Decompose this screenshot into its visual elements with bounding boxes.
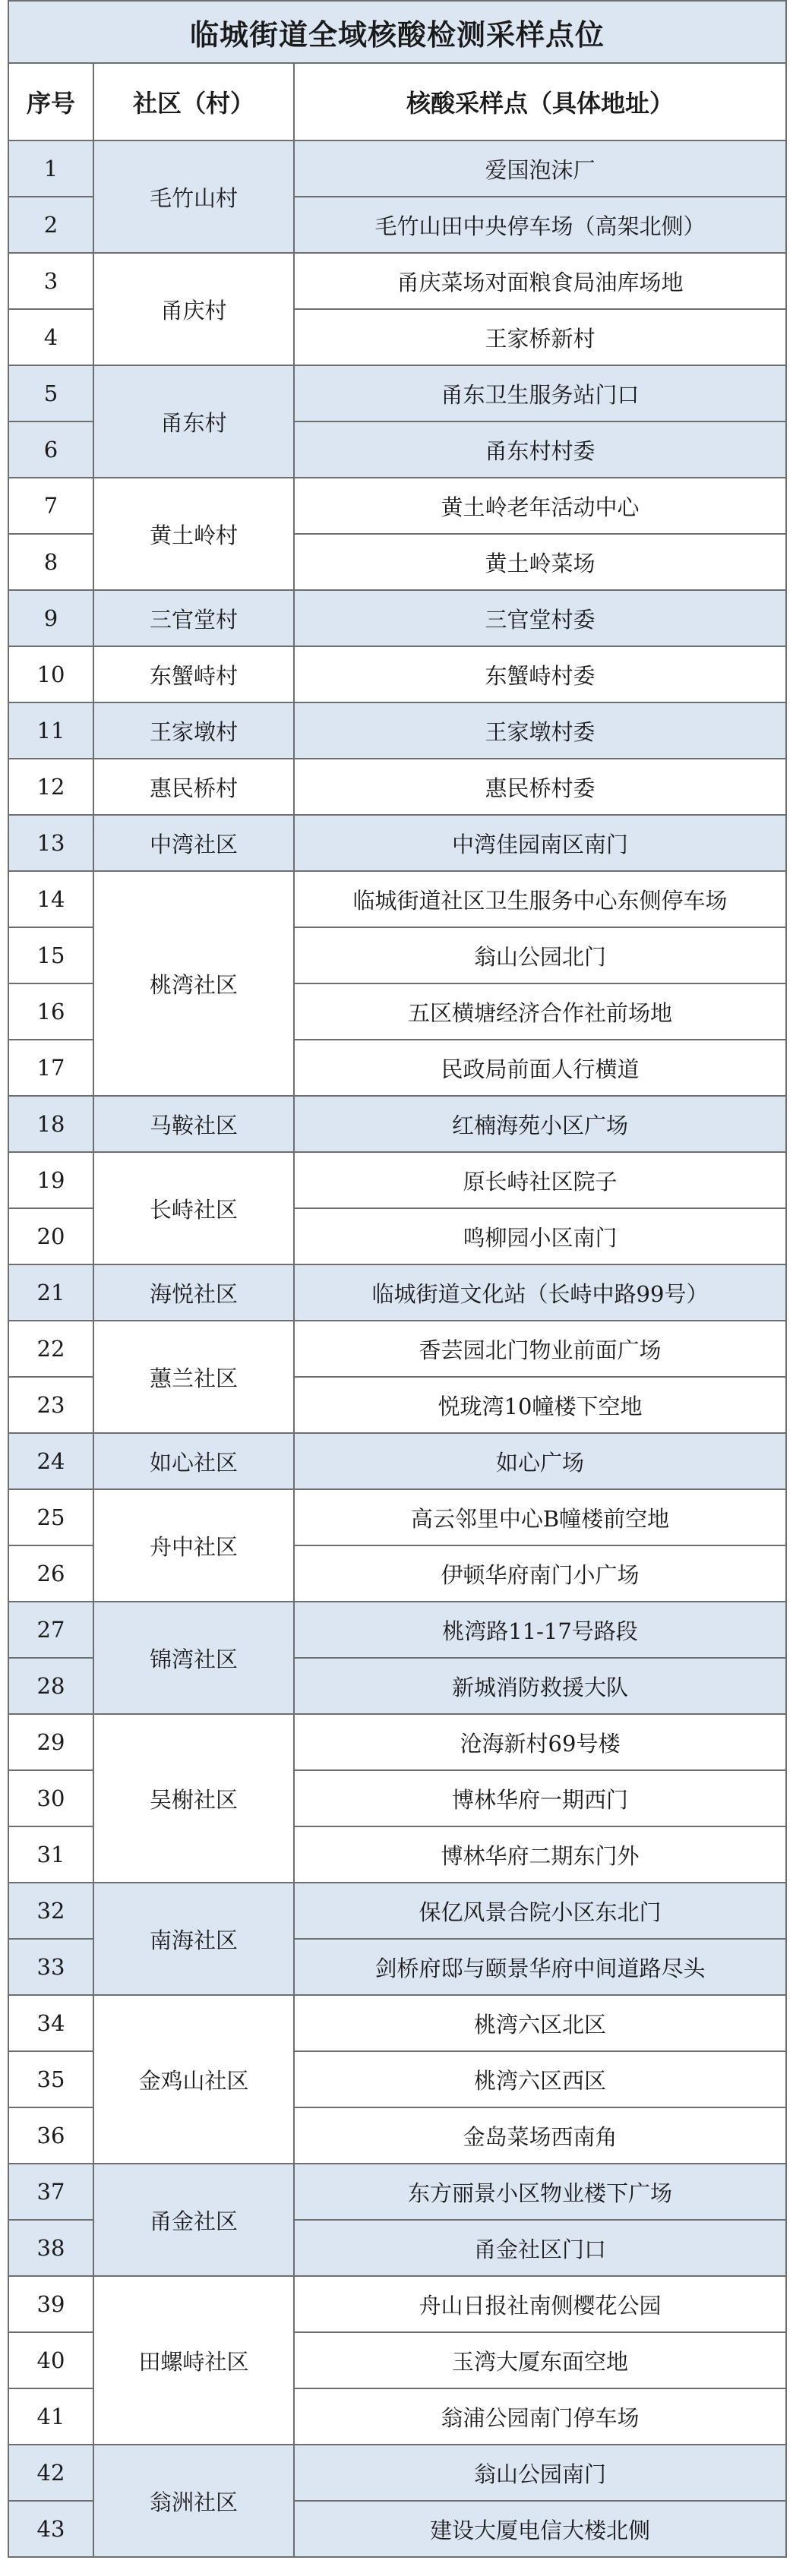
- row-number: 1: [8, 140, 93, 197]
- sampling-site-address: 建设大厦电信大楼北侧: [294, 2501, 786, 2557]
- row-number: 22: [8, 1321, 93, 1377]
- row-number: 2: [8, 197, 93, 253]
- row-number: 30: [8, 1770, 93, 1826]
- community-name: 田螺峙社区: [93, 2276, 294, 2445]
- community-name: 甬金社区: [93, 2164, 294, 2276]
- row-number: 15: [8, 927, 93, 983]
- sampling-site-address: 甬东卫生服务站门口: [294, 365, 786, 421]
- row-number: 10: [8, 646, 93, 702]
- row-number: 16: [8, 983, 93, 1040]
- community-name: 南海社区: [93, 1883, 294, 1995]
- sampling-site-address: 伊顿华府南门小广场: [294, 1545, 786, 1602]
- sampling-site-address: 桃湾六区北区: [294, 1995, 786, 2051]
- sampling-site-address: 民政局前面人行横道: [294, 1040, 786, 1096]
- row-number: 39: [8, 2276, 93, 2332]
- community-name: 毛竹山村: [93, 140, 294, 253]
- sampling-site-address: 鸣柳园小区南门: [294, 1208, 786, 1264]
- sampling-site-address: 黄土岭老年活动中心: [294, 478, 786, 534]
- row-number: 37: [8, 2164, 93, 2220]
- row-number: 9: [8, 590, 93, 646]
- community-name: 桃湾社区: [93, 871, 294, 1096]
- table-row: [8, 702, 786, 759]
- community-name: 三官堂村: [93, 590, 294, 646]
- community-name: 翁洲社区: [93, 2445, 294, 2557]
- row-number: 31: [8, 1826, 93, 1883]
- row-number: 17: [8, 1040, 93, 1096]
- table-row: [8, 1096, 786, 1152]
- sampling-site-address: 如心广场: [294, 1433, 786, 1489]
- row-number: 4: [8, 309, 93, 365]
- sampling-site-address: 黄土岭菜场: [294, 534, 786, 590]
- sampling-site-address: 剑桥府邸与颐景华府中间道路尽头: [294, 1939, 786, 1995]
- row-number: 29: [8, 1714, 93, 1770]
- sampling-site-address: 东蟹峙村委: [294, 646, 786, 702]
- community-name: 海悦社区: [93, 1264, 294, 1321]
- table-row: [8, 1995, 786, 2051]
- sampling-site-address: 甬庆菜场对面粮食局油库场地: [294, 253, 786, 309]
- page-title: 临城街道全域核酸检测采样点位: [8, 1, 786, 63]
- community-name: 黄土岭村: [93, 478, 294, 590]
- sampling-site-address: 甬东村村委: [294, 421, 786, 478]
- row-number: 40: [8, 2332, 93, 2388]
- sampling-site-address: 博林华府一期西门: [294, 1770, 786, 1826]
- sampling-site-address: 高云邻里中心B幢楼前空地: [294, 1489, 786, 1545]
- sampling-site-address: 沧海新村69号楼: [294, 1714, 786, 1770]
- sampling-site-address: 保亿风景合院小区东北门: [294, 1883, 786, 1939]
- table-row: [8, 253, 786, 309]
- community-name: 惠民桥村: [93, 759, 294, 815]
- row-number: 38: [8, 2220, 93, 2276]
- sampling-site-address: 悦珑湾10幢楼下空地: [294, 1377, 786, 1433]
- row-number: 21: [8, 1264, 93, 1321]
- sampling-site-address: 临城街道文化站（长峙中路99号）: [294, 1264, 786, 1321]
- sampling-site-address: 翁山公园北门: [294, 927, 786, 983]
- table-row: [8, 1714, 786, 1770]
- table-row: [8, 815, 786, 871]
- sampling-site-address: 三官堂村委: [294, 590, 786, 646]
- table-row: [8, 871, 786, 927]
- sampling-site-address: 五区横塘经济合作社前场地: [294, 983, 786, 1040]
- table-row: [8, 759, 786, 815]
- row-number: 32: [8, 1883, 93, 1939]
- row-number: 43: [8, 2501, 93, 2557]
- sampling-site-sheet: [8, 0, 785, 2558]
- sampling-site-address: 惠民桥村委: [294, 759, 786, 815]
- sampling-site-address: 原长峙社区院子: [294, 1152, 786, 1208]
- row-number: 26: [8, 1545, 93, 1602]
- sampling-site-address: 博林华府二期东门外: [294, 1826, 786, 1883]
- table-row: [8, 140, 786, 197]
- row-number: 28: [8, 1658, 93, 1714]
- row-number: 33: [8, 1939, 93, 1995]
- header-site: 核酸采样点（具体地址）: [294, 63, 786, 140]
- sampling-site-address: 桃湾六区西区: [294, 2051, 786, 2107]
- row-number: 6: [8, 421, 93, 478]
- table-row: [8, 1489, 786, 1545]
- table-row: [8, 1321, 786, 1377]
- sampling-site-address: 王家墩村委: [294, 702, 786, 759]
- sampling-site-address: 红楠海苑小区广场: [294, 1096, 786, 1152]
- community-name: 长峙社区: [93, 1152, 294, 1264]
- row-number: 24: [8, 1433, 93, 1489]
- row-number: 36: [8, 2107, 93, 2164]
- community-name: 东蟹峙村: [93, 646, 294, 702]
- community-name: 锦湾社区: [93, 1602, 294, 1714]
- row-number: 20: [8, 1208, 93, 1264]
- community-name: 舟中社区: [93, 1489, 294, 1602]
- sampling-site-address: 毛竹山田中央停车场（高架北侧）: [294, 197, 786, 253]
- community-name: 甬庆村: [93, 253, 294, 365]
- sampling-site-address: 舟山日报社南侧樱花公园: [294, 2276, 786, 2332]
- header-no: 序号: [8, 63, 93, 140]
- sampling-site-address: 翁浦公园南门停车场: [294, 2388, 786, 2445]
- table-row: [8, 365, 786, 421]
- sampling-site-address: 金岛菜场西南角: [294, 2107, 786, 2164]
- table-row: [8, 646, 786, 702]
- table-row: [8, 1152, 786, 1208]
- sampling-site-address: 东方丽景小区物业楼下广场: [294, 2164, 786, 2220]
- sampling-site-address: 临城街道社区卫生服务中心东侧停车场: [294, 871, 786, 927]
- sampling-site-address: 爱国泡沫厂: [294, 140, 786, 197]
- sampling-site-address: 玉湾大厦东面空地: [294, 2332, 786, 2388]
- table-row: [8, 2164, 786, 2220]
- header-community: 社区（村）: [93, 63, 294, 140]
- row-number: 27: [8, 1602, 93, 1658]
- table-row: [8, 1433, 786, 1489]
- community-name: 如心社区: [93, 1433, 294, 1489]
- row-number: 18: [8, 1096, 93, 1152]
- row-number: 11: [8, 702, 93, 759]
- table-row: [8, 2445, 786, 2501]
- table-row: [8, 2276, 786, 2332]
- row-number: 8: [8, 534, 93, 590]
- row-number: 23: [8, 1377, 93, 1433]
- community-name: 金鸡山社区: [93, 1995, 294, 2164]
- table-row: [8, 478, 786, 534]
- table-row: [8, 1264, 786, 1321]
- sampling-site-address: 翁山公园南门: [294, 2445, 786, 2501]
- community-name: 王家墩村: [93, 702, 294, 759]
- sampling-site-address: 中湾佳园南区南门: [294, 815, 786, 871]
- community-name: 吴榭社区: [93, 1714, 294, 1883]
- community-name: 蕙兰社区: [93, 1321, 294, 1433]
- row-number: 12: [8, 759, 93, 815]
- row-number: 3: [8, 253, 93, 309]
- row-number: 34: [8, 1995, 93, 2051]
- table-row: [8, 1602, 786, 1658]
- community-name: 马鞍社区: [93, 1096, 294, 1152]
- sampling-site-address: 王家桥新村: [294, 309, 786, 365]
- row-number: 41: [8, 2388, 93, 2445]
- table-row: [8, 590, 786, 646]
- sampling-site-table: [8, 0, 787, 2558]
- community-name: 甬东村: [93, 365, 294, 478]
- sampling-site-address: 香芸园北门物业前面广场: [294, 1321, 786, 1377]
- row-number: 42: [8, 2445, 93, 2501]
- sampling-site-address: 新城消防救援大队: [294, 1658, 786, 1714]
- sampling-site-address: 桃湾路11-17号路段: [294, 1602, 786, 1658]
- row-number: 5: [8, 365, 93, 421]
- community-name: 中湾社区: [93, 815, 294, 871]
- row-number: 14: [8, 871, 93, 927]
- row-number: 7: [8, 478, 93, 534]
- row-number: 25: [8, 1489, 93, 1545]
- row-number: 35: [8, 2051, 93, 2107]
- table-body: [8, 140, 786, 2557]
- sampling-site-address: 甬金社区门口: [294, 2220, 786, 2276]
- row-number: 13: [8, 815, 93, 871]
- row-number: 19: [8, 1152, 93, 1208]
- table-row: [8, 1883, 786, 1939]
